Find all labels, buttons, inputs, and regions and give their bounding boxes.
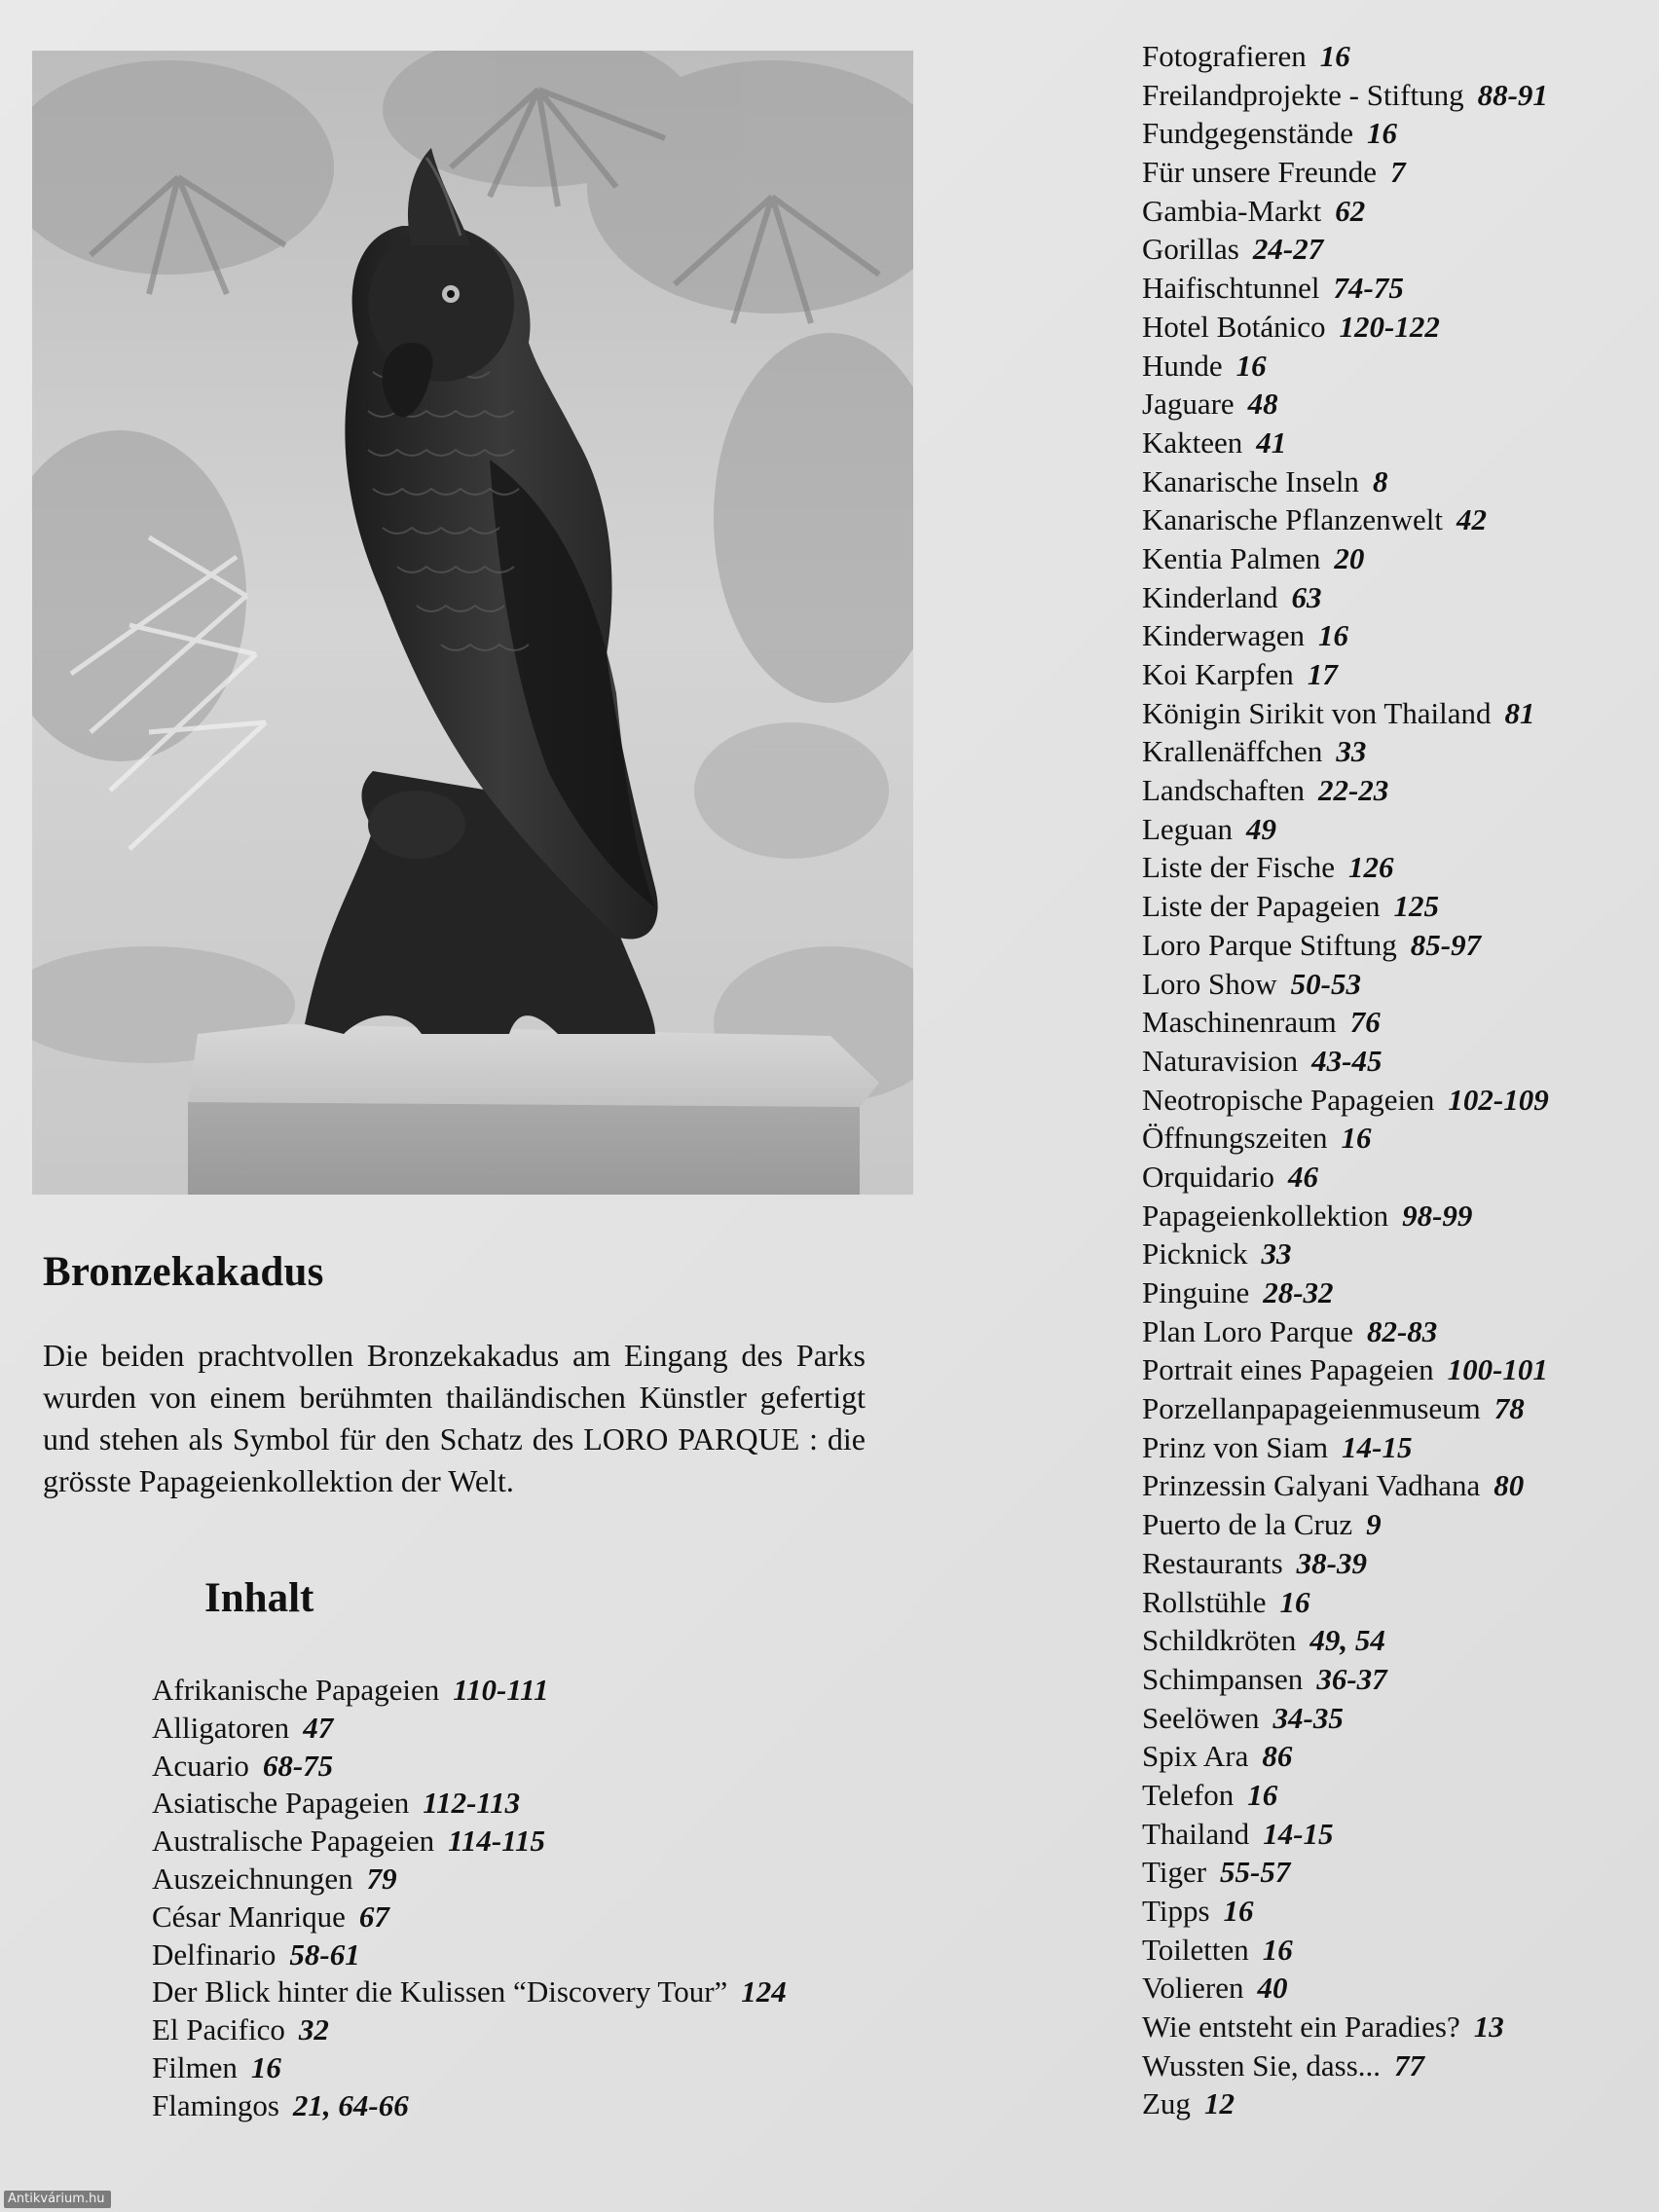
index-entry	[1142, 1621, 1549, 1660]
index-pages: 16	[1262, 1932, 1293, 1967]
index-term: Flamingos	[152, 2087, 279, 2122]
index-pages: 16	[1318, 618, 1348, 653]
index-term: Hotel Botánico	[1142, 309, 1326, 344]
index-entry	[1142, 500, 1549, 539]
index-entry	[1142, 1699, 1549, 1738]
index-entry	[1142, 37, 1549, 76]
index-entry	[1142, 1119, 1549, 1158]
index-pages: 34-35	[1272, 1700, 1344, 1735]
index-pages: 9	[1366, 1507, 1382, 1542]
index-pages: 43-45	[1311, 1043, 1382, 1078]
cockatoo-statue-illustration	[32, 51, 913, 1195]
index-pages: 79	[366, 1861, 397, 1896]
index-pages: 40	[1257, 1971, 1288, 2006]
index-term: Schimpansen	[1142, 1661, 1304, 1696]
index-entry	[1142, 1428, 1549, 1467]
index-entry	[1142, 1853, 1549, 1892]
index-pages: 82-83	[1366, 1313, 1438, 1348]
index-term: Loro Show	[1142, 966, 1277, 1001]
index-pages: 110-111	[453, 1673, 549, 1707]
index-term: Alligatoren	[152, 1710, 290, 1745]
index-term: Portrait eines Papageien	[1142, 1352, 1434, 1387]
index-entry	[1142, 694, 1549, 733]
index-entry	[1142, 192, 1549, 231]
index-list-right	[1142, 37, 1549, 2123]
index-entry	[1142, 1235, 1549, 1273]
index-entry	[152, 1710, 787, 1748]
index-entry	[1142, 1158, 1549, 1197]
index-term: El Pacifico	[152, 2012, 285, 2047]
index-term: Für unsere Freunde	[1142, 155, 1378, 190]
index-entry	[1142, 810, 1549, 849]
index-term: Orquidario	[1142, 1159, 1275, 1194]
index-pages: 48	[1247, 387, 1278, 422]
index-pages: 62	[1335, 193, 1366, 228]
index-term: Puerto de la Cruz	[1142, 1507, 1353, 1542]
index-entry	[1142, 655, 1549, 694]
caption-title: Bronzekakadus	[43, 1249, 324, 1295]
index-term: Telefon	[1142, 1777, 1235, 1812]
index-term: Hunde	[1142, 348, 1223, 383]
index-term: Kentia Palmen	[1142, 540, 1321, 575]
index-term: Fundgegenstände	[1142, 116, 1353, 151]
index-term: Der Blick hinter die Kulissen “Discovery Tour”	[152, 1974, 728, 2009]
index-entry	[1142, 1003, 1549, 1042]
index-entry	[1142, 1312, 1549, 1351]
index-entry	[1142, 1081, 1549, 1120]
index-term: Kinderland	[1142, 579, 1278, 614]
index-pages: 98-99	[1402, 1198, 1473, 1233]
index-entry	[1142, 965, 1549, 1004]
index-term: Gambia-Markt	[1142, 193, 1322, 228]
index-pages: 124	[741, 1974, 787, 2009]
index-term: Pinguine	[1142, 1275, 1250, 1309]
index-term: Gorillas	[1142, 232, 1239, 267]
index-term: Rollstühle	[1142, 1584, 1267, 1619]
index-entry	[1142, 1583, 1549, 1622]
index-entry	[152, 1748, 787, 1786]
index-pages: 77	[1394, 2047, 1425, 2083]
index-pages: 21, 64-66	[292, 2087, 409, 2122]
index-pages: 63	[1291, 579, 1322, 614]
index-entry	[152, 2049, 787, 2087]
index-pages: 12	[1203, 2086, 1235, 2121]
index-entry	[1142, 1931, 1549, 1970]
index-entry	[1142, 732, 1549, 771]
index-pages: 81	[1504, 695, 1535, 730]
index-pages: 85-97	[1410, 927, 1482, 962]
index-pages: 68-75	[262, 1748, 334, 1783]
index-term: Liste der Fische	[1142, 850, 1336, 885]
index-pages: 20	[1334, 540, 1365, 575]
index-entry	[152, 1785, 787, 1823]
index-entry	[1142, 1350, 1549, 1389]
index-entry	[152, 1823, 787, 1861]
index-pages: 38-39	[1296, 1545, 1367, 1580]
index-term: César Manrique	[152, 1899, 346, 1934]
index-pages: 114-115	[448, 1824, 546, 1859]
index-entry	[1142, 230, 1549, 269]
index-entry	[152, 2087, 787, 2125]
index-entry	[1142, 1197, 1549, 1235]
index-term: Seelöwen	[1142, 1700, 1260, 1735]
index-pages: 58-61	[289, 1936, 360, 1972]
index-pages: 125	[1393, 889, 1439, 924]
index-entry	[152, 1672, 787, 1710]
index-term: Krallenäffchen	[1142, 734, 1323, 769]
index-term: Thailand	[1142, 1816, 1250, 1851]
index-entry	[1142, 616, 1549, 655]
index-term: Koi Karpfen	[1142, 657, 1294, 691]
index-term: Wie entsteht ein Paradies?	[1142, 2009, 1460, 2045]
index-pages: 16	[1247, 1777, 1278, 1812]
index-term: Porzellanpapageienmuseum	[1142, 1391, 1481, 1426]
index-term: Kanarische Inseln	[1142, 463, 1359, 498]
index-entry	[1142, 347, 1549, 386]
index-term: Loro Parque Stiftung	[1142, 927, 1397, 962]
caption-text: Die beiden prachtvollen Bronzekakadus am Eingang des Parks wurden von einem berühmten thailändischen Künstler gefertigt und stehen als Symbol für den Schatz des LORO PARQUE : die grösste Papageienkollektion der Welt.	[43, 1338, 866, 1498]
index-pages: 16	[1366, 116, 1397, 151]
index-pages: 120-122	[1339, 309, 1440, 344]
index-pages: 76	[1349, 1005, 1381, 1040]
index-term: Tiger	[1142, 1855, 1207, 1890]
index-pages: 100-101	[1447, 1352, 1548, 1387]
index-pages: 50-53	[1290, 966, 1361, 1001]
index-pages: 24-27	[1252, 232, 1324, 267]
index-term: Volieren	[1142, 1971, 1244, 2006]
index-pages: 7	[1390, 155, 1406, 190]
index-term: Kakteen	[1142, 424, 1243, 460]
index-pages: 67	[358, 1899, 389, 1934]
index-term: Picknick	[1142, 1236, 1248, 1272]
index-entry	[1142, 114, 1549, 153]
index-entry	[1142, 1737, 1549, 1776]
index-entry	[1142, 462, 1549, 501]
index-term: Papageienkollektion	[1142, 1198, 1389, 1233]
index-entry	[1142, 771, 1549, 810]
index-term: Jaguare	[1142, 387, 1235, 422]
index-pages: 8	[1372, 463, 1388, 498]
index-entry	[1142, 269, 1549, 308]
index-term: Naturavision	[1142, 1043, 1299, 1078]
index-term: Schildkröten	[1142, 1623, 1297, 1658]
index-term: Haifischtunnel	[1142, 271, 1320, 306]
index-entry	[1142, 2084, 1549, 2123]
index-entry	[1142, 76, 1549, 115]
index-pages: 41	[1256, 424, 1287, 460]
index-pages: 16	[1279, 1584, 1310, 1619]
index-term: Afrikanische Papageien	[152, 1673, 440, 1707]
index-entry	[1142, 1273, 1549, 1312]
index-entry	[1142, 1660, 1549, 1699]
index-term: Spix Ara	[1142, 1739, 1249, 1774]
index-pages: 78	[1493, 1391, 1525, 1426]
index-term: Auszeichnungen	[152, 1861, 353, 1896]
index-term: Toiletten	[1142, 1932, 1249, 1967]
index-pages: 13	[1473, 2009, 1504, 2045]
index-term: Leguan	[1142, 811, 1233, 846]
index-term: Neotropische Papageien	[1142, 1082, 1435, 1117]
index-entry	[1142, 887, 1549, 926]
index-pages: 88-91	[1477, 77, 1548, 112]
index-entry	[152, 2011, 787, 2049]
index-term: Filmen	[152, 2049, 238, 2084]
index-entry	[1142, 539, 1549, 578]
index-entry	[1142, 1776, 1549, 1815]
index-term: Prinzessin Galyani Vadhana	[1142, 1468, 1481, 1503]
index-pages: 17	[1307, 657, 1338, 691]
index-pages: 49, 54	[1309, 1623, 1385, 1658]
index-term: Delfinario	[152, 1936, 276, 1972]
index-term: Liste der Papageien	[1142, 889, 1381, 924]
index-pages: 16	[1341, 1121, 1372, 1156]
index-pages: 32	[298, 2012, 329, 2047]
index-entry	[152, 1936, 787, 1974]
index-pages: 22-23	[1317, 773, 1389, 808]
index-entry	[1142, 1969, 1549, 2008]
index-term: Australische Papageien	[152, 1824, 435, 1859]
index-entry	[152, 1899, 787, 1936]
index-term: Tipps	[1142, 1894, 1210, 1928]
index-pages: 55-57	[1220, 1855, 1291, 1890]
index-entry	[1142, 1505, 1549, 1544]
index-pages: 28-32	[1263, 1275, 1334, 1309]
index-term: Restaurants	[1142, 1545, 1283, 1580]
index-entry	[1142, 2046, 1549, 2085]
watermark: Antikvárium.hu	[4, 2191, 111, 2208]
index-term: Wussten Sie, dass...	[1142, 2047, 1382, 2083]
index-entry	[1142, 424, 1549, 462]
index-entry	[1142, 385, 1549, 424]
index-pages: 16	[1319, 39, 1350, 73]
index-pages: 74-75	[1333, 271, 1404, 306]
index-entry	[1142, 1544, 1549, 1583]
index-entry	[152, 1973, 787, 2011]
index-entry	[1142, 1389, 1549, 1428]
index-term: Landschaften	[1142, 773, 1305, 808]
index-pages: 46	[1288, 1159, 1319, 1194]
index-term: Fotografieren	[1142, 39, 1307, 73]
index-pages: 42	[1456, 502, 1488, 537]
index-pages: 112-113	[423, 1786, 521, 1821]
index-pages: 16	[250, 2049, 281, 2084]
index-pages: 16	[1235, 348, 1267, 383]
index-entry	[1142, 1042, 1549, 1081]
index-pages: 49	[1245, 811, 1276, 846]
index-list-left	[152, 1672, 787, 2125]
index-pages: 86	[1262, 1739, 1293, 1774]
index-pages: 47	[303, 1710, 334, 1745]
index-term: Plan Loro Parque	[1142, 1313, 1353, 1348]
cockatoo-statue-photo	[32, 51, 913, 1195]
contents-title: Inhalt	[204, 1575, 314, 1621]
index-entry	[152, 1861, 787, 1899]
index-term: Zug	[1142, 2086, 1191, 2121]
index-term: Kanarische Pflanzenwelt	[1142, 502, 1444, 537]
index-entry	[1142, 153, 1549, 192]
index-term: Kinderwagen	[1142, 618, 1305, 653]
index-pages: 14-15	[1263, 1816, 1334, 1851]
index-entry	[1142, 578, 1549, 617]
index-entry	[1142, 926, 1549, 965]
index-pages: 14-15	[1342, 1429, 1413, 1464]
index-entry	[1142, 848, 1549, 887]
index-pages: 102-109	[1448, 1082, 1549, 1117]
index-term: Freilandprojekte - Stiftung	[1142, 77, 1464, 112]
index-entry	[1142, 308, 1549, 347]
index-pages: 33	[1261, 1236, 1292, 1272]
index-entry	[1142, 1466, 1549, 1505]
index-pages: 36-37	[1316, 1661, 1387, 1696]
index-term: Maschinenraum	[1142, 1005, 1337, 1040]
index-pages: 126	[1348, 850, 1394, 885]
index-entry	[1142, 2008, 1549, 2046]
index-pages: 33	[1336, 734, 1367, 769]
index-term: Acuario	[152, 1748, 249, 1783]
index-term: Prinz von Siam	[1142, 1429, 1329, 1464]
index-entry	[1142, 1892, 1549, 1931]
index-term: Königin Sirikit von Thailand	[1142, 695, 1492, 730]
index-term: Öffnungszeiten	[1142, 1121, 1328, 1156]
index-term: Asiatische Papageien	[152, 1786, 410, 1821]
index-pages: 80	[1493, 1468, 1525, 1503]
index-pages: 16	[1223, 1894, 1254, 1928]
index-entry	[1142, 1815, 1549, 1854]
